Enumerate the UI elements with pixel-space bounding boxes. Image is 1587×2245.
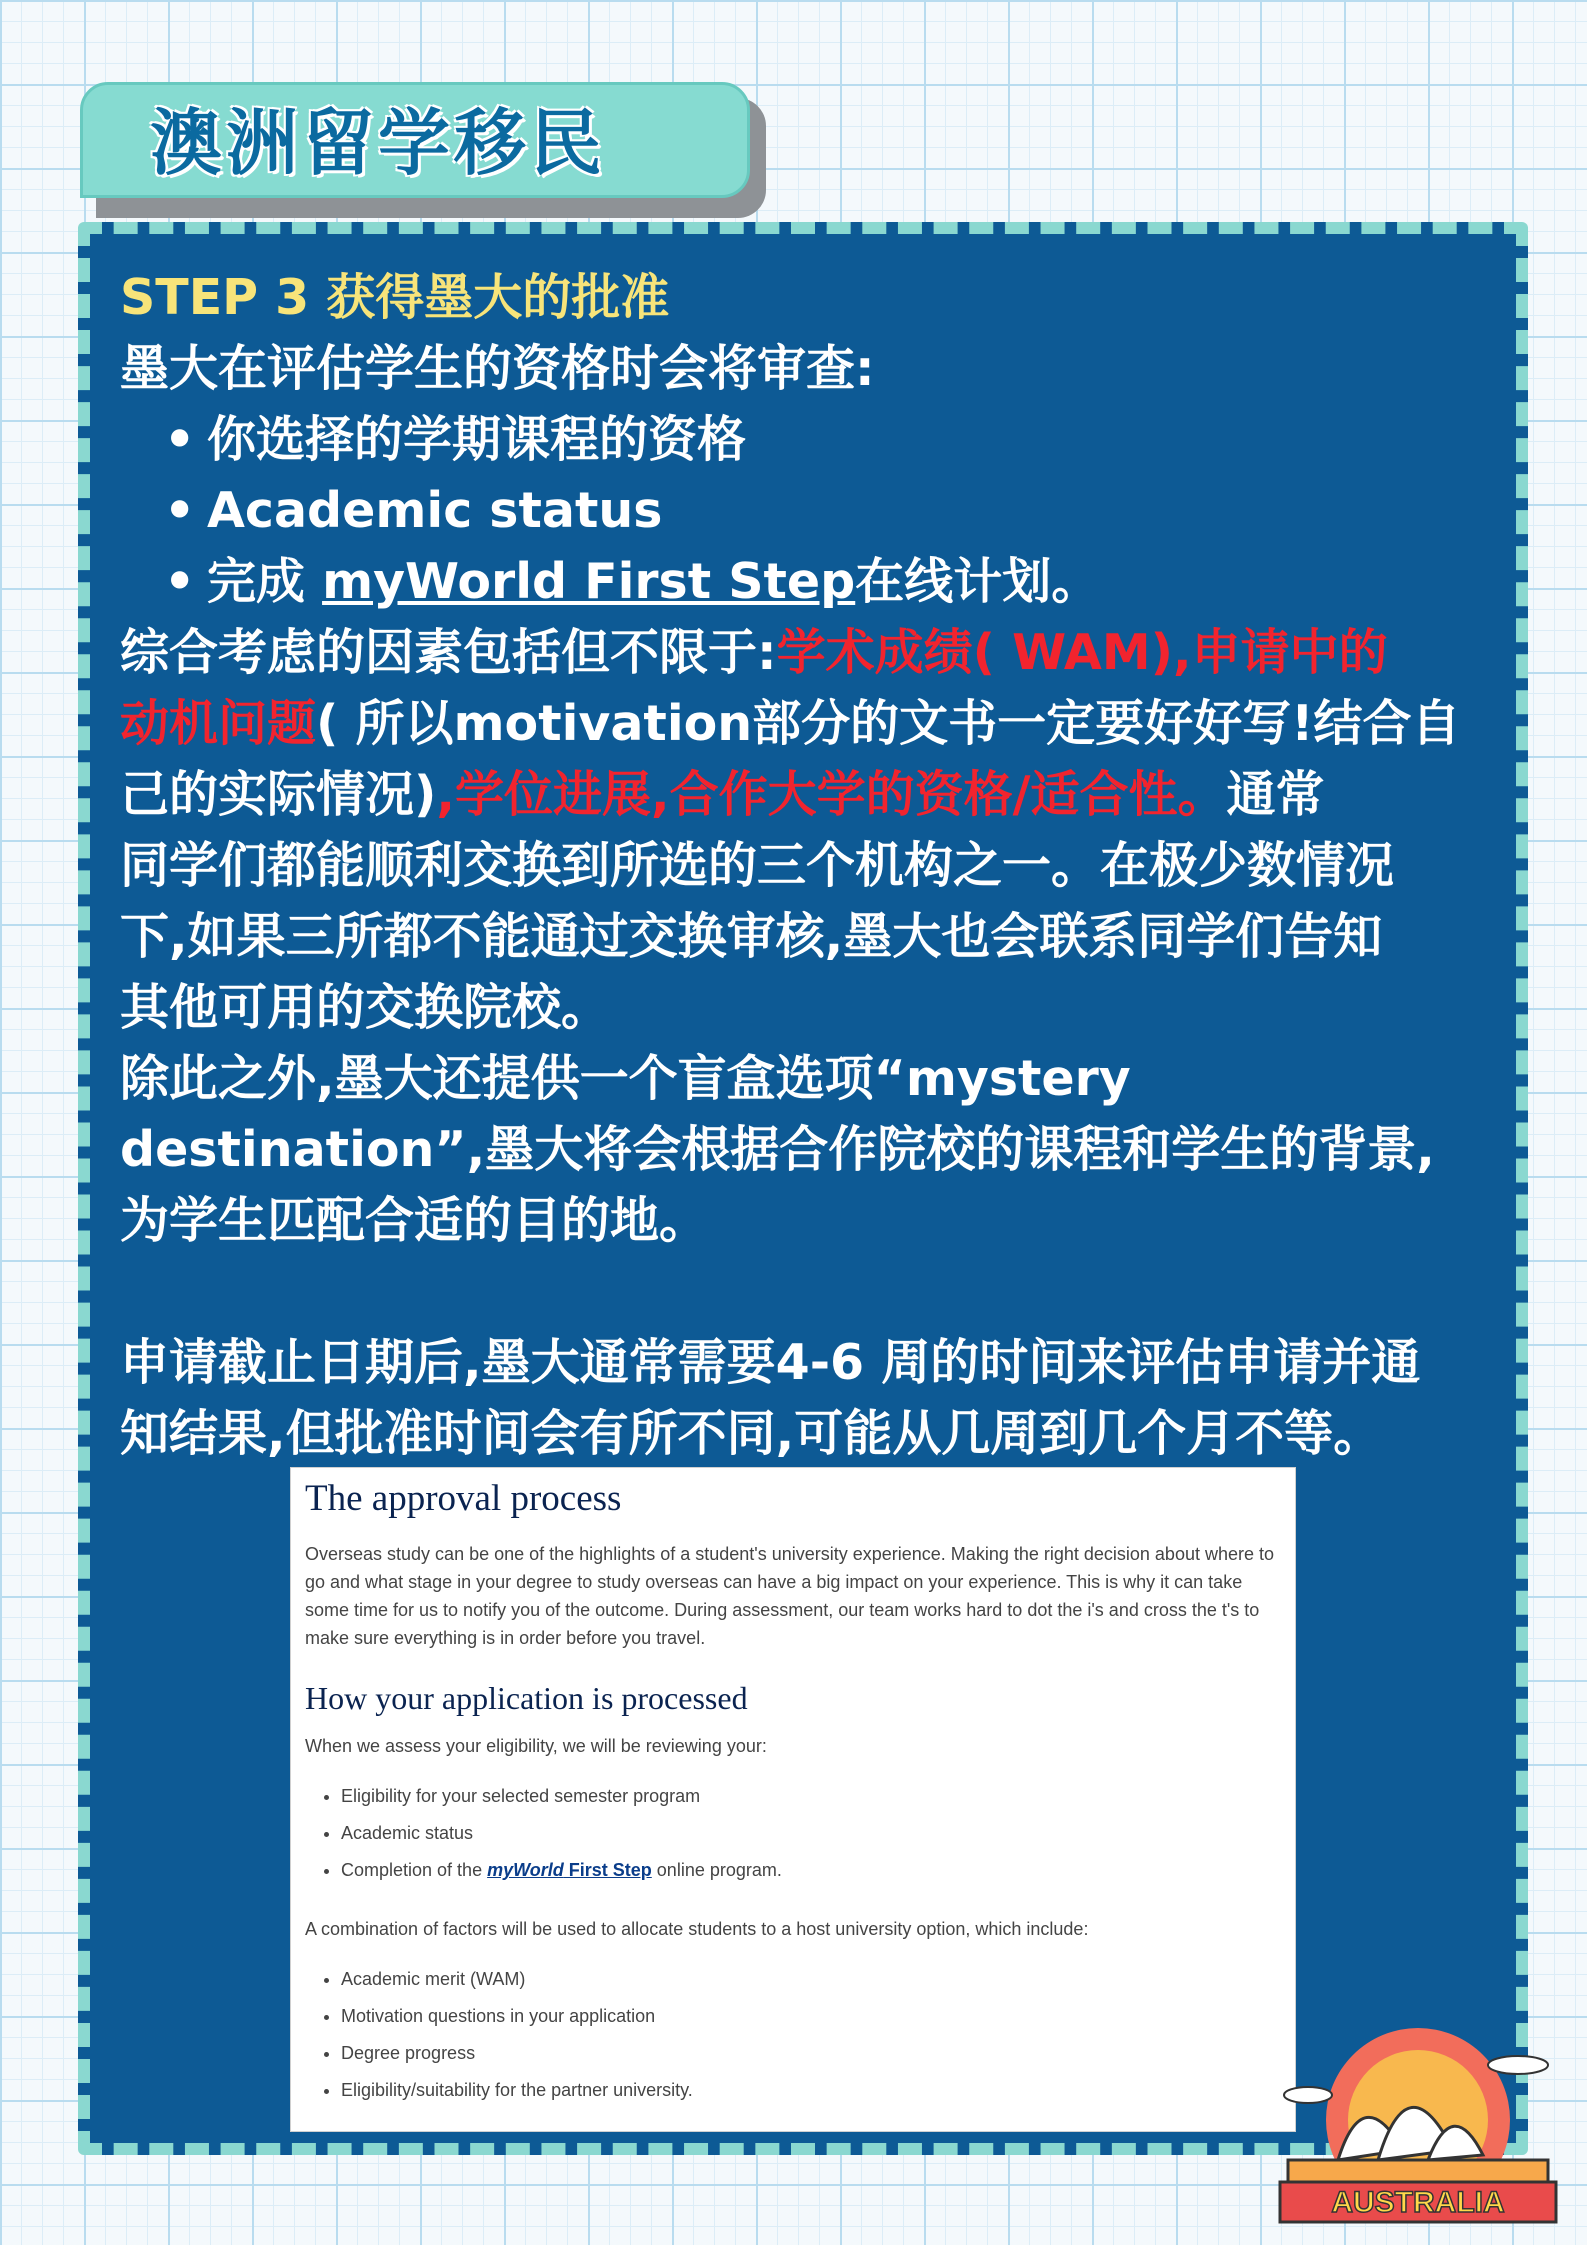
- myworld-first-step-link[interactable]: myWorld First Step: [487, 1860, 652, 1880]
- bullet-item: • 完成 myWorld First Step在线计划。: [120, 546, 1515, 617]
- deadline-line: 知结果,但批准时间会有所不同,可能从几周到几个月不等。: [120, 1405, 1383, 1462]
- mystery-line: destination”,墨大将会根据合作院校的课程和学生的背景,: [120, 1121, 1435, 1178]
- spacer: [120, 1256, 1515, 1327]
- eligibility-text: When we assess your eligibility, we will be reviewing your:: [305, 1736, 767, 1756]
- list-item: • Completion of the myWorld First Step online program.: [341, 1852, 1281, 1889]
- mystery-line: 为学生匹配合适的目的地。: [120, 1192, 709, 1249]
- logo-text: AUSTRALIA: [1331, 2186, 1505, 2219]
- list-item: • Academic status: [341, 1815, 1281, 1852]
- myworld-link[interactable]: myWorld First Step: [322, 553, 856, 610]
- cloud-icon: [1488, 2056, 1548, 2074]
- highlight-text: 学术成绩( WAM),申请中的: [776, 624, 1388, 681]
- list-item: • Eligibility/suitability for the partner university.: [341, 2072, 1281, 2109]
- approval-process-screenshot: [290, 1467, 1296, 2132]
- eligibility-list: [305, 1778, 1281, 1889]
- bullet-item: • Academic status: [120, 475, 1515, 546]
- bullet-dot-icon: •: [164, 411, 196, 468]
- mystery-line: 除此之外,墨大还提供一个盲盒选项“mystery: [120, 1050, 1131, 1107]
- factors-line: 己的实际情况),学位进展,合作大学的资格/适合性。通常: [120, 766, 1325, 823]
- panel-text: [120, 262, 1515, 1469]
- highlight-text: ,学位进展,合作大学的资格/适合性。: [436, 766, 1227, 823]
- card-subtitle: How your application is processed: [305, 1680, 748, 1716]
- factors-text: A combination of factors will be used to allocate students to a host university option, which include:: [305, 1919, 1089, 1939]
- factors-line: 动机问题( 所以motivation部分的文书一定要好好写!结合自: [120, 695, 1461, 752]
- highlight-text: 动机问题: [120, 695, 317, 752]
- factors-line: 同学们都能顺利交换到所选的三个机构之一。在极少数情况: [120, 837, 1395, 894]
- factors-line: 综合考虑的因素包括但不限于:学术成绩( WAM),申请中的: [120, 624, 1388, 681]
- australia-opera-house-logo: [1268, 2010, 1568, 2225]
- page-title: 澳洲留学移民: [150, 101, 607, 185]
- card-intro: Overseas study can be one of the highlights of a student's university experience. Making the right decision about where to go and what stage in your degree to study overseas can have a big impact on your experience. This is why it can take some time for us to notify you of the outcome. During assessment, our team works hard to dot the i's and cross the t's to make sure everything is in order before you travel.: [305, 1544, 1275, 1648]
- list-item: • Academic merit (WAM): [341, 1961, 1281, 1998]
- list-item: • Degree progress: [341, 2035, 1281, 2072]
- bullet-dot-icon: •: [164, 482, 196, 539]
- list-item: • Motivation questions in your application: [341, 1998, 1281, 2035]
- deadline-line: 申请截止日期后,墨大通常需要4-6 周的时间来评估申请并通: [120, 1334, 1421, 1391]
- intro-text: 墨大在评估学生的资格时会将审查:: [120, 340, 875, 397]
- bullet-dot-icon: •: [164, 553, 196, 610]
- card-title: The approval process: [305, 1478, 622, 1519]
- list-item: • Eligibility for your selected semester program: [341, 1778, 1281, 1815]
- factors-line: 下,如果三所都不能通过交换审核,墨大也会联系同学们告知: [120, 908, 1383, 965]
- cloud-icon: [1284, 2087, 1332, 2103]
- step-heading: STEP 3 获得墨大的批准: [120, 269, 670, 326]
- factors-line: 其他可用的交换院校。: [120, 979, 611, 1036]
- bullet-item: • 你选择的学期课程的资格: [120, 404, 1515, 475]
- factors-list: [305, 1961, 1281, 2109]
